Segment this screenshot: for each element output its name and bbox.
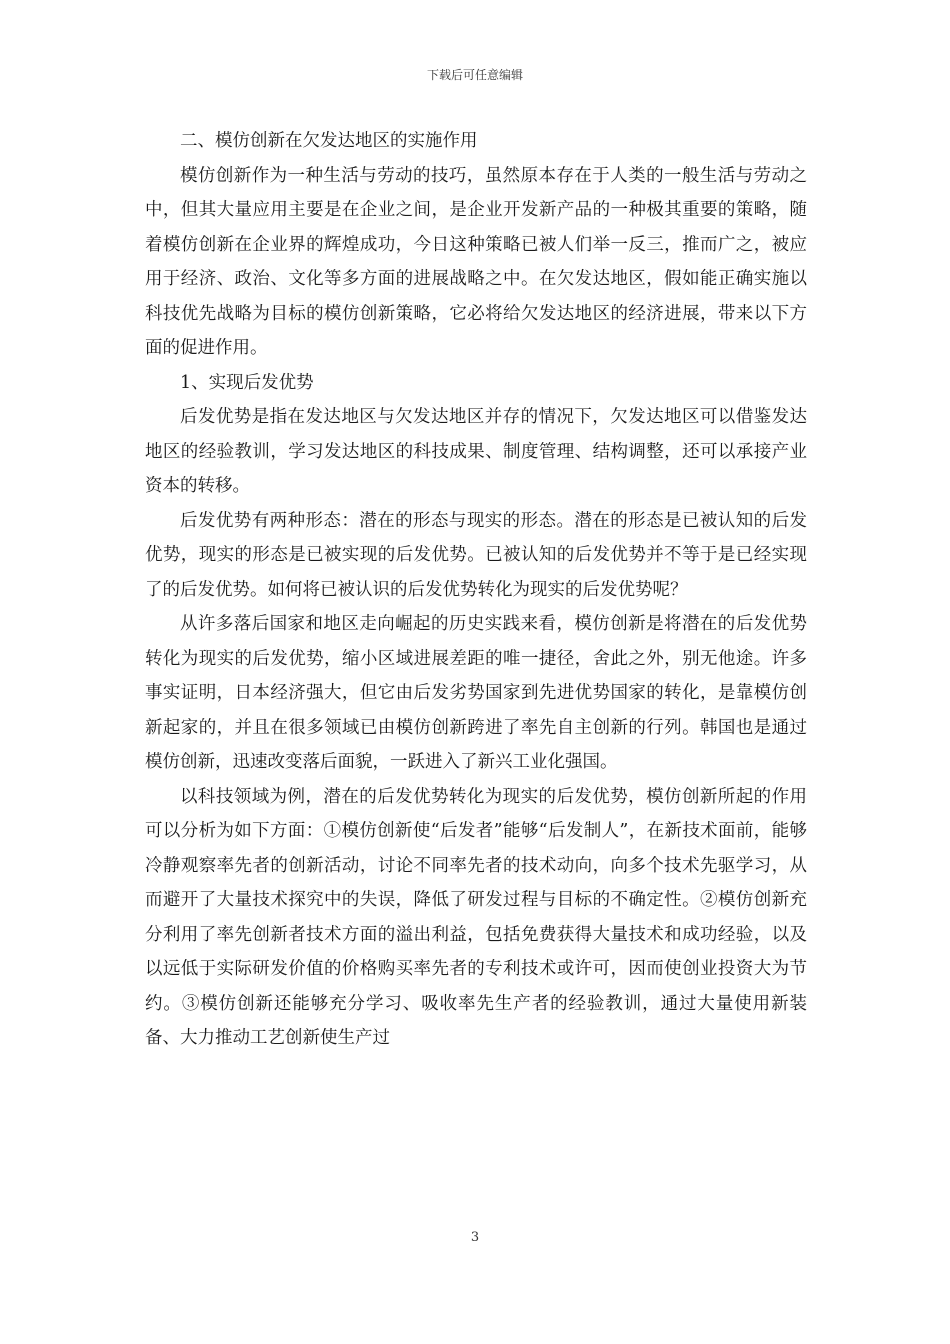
paragraph-1: 模仿创新作为一种生活与劳动的技巧，虽然原本存在于人类的一般生活与劳动之中，但其大量应用主要是在企业之间，是企业开发新产品的一种极其重要的策略，随着模仿创新在企业界的辉煌成功，今日这种策略已被人们举一反三，推而广之，被应用于经济、政治、文化等多方面的进展战略之中。在欠发达地区，假如能正确实施以科技优先战略为目标的模仿创新策略，它必将给欠发达地区的经济进展，带来以下方面的促进作用。 bbox=[145, 165, 807, 358]
document-body bbox=[145, 124, 807, 1056]
paragraph-4: 从许多落后国家和地区走向崛起的历史实践来看，模仿创新是将潜在的后发优势转化为现实的后发优势，缩小区域进展差距的唯一捷径，舍此之外，别无他途。许多事实证明，日本经济强大，但它由后发劣势国家到先进优势国家的转化，是靠模仿创新起家的，并且在很多领域已由模仿创新跨进了率先自主创新的行列。韩国也是通过模仿创新，迅速改变落后面貌，一跃进入了新兴工业化强国。 bbox=[145, 614, 807, 772]
paragraph-2: 后发优势是指在发达地区与欠发达地区并存的情况下，欠发达地区可以借鉴发达地区的经验教训，学习发达地区的科技成果、制度管理、结构调整，还可以承接产业资本的转移。 bbox=[145, 407, 807, 496]
sub-heading: 1、实现后发优势 bbox=[180, 372, 314, 393]
header-note: 下载后可任意编辑 bbox=[426, 68, 523, 82]
page-number: 3 bbox=[470, 1230, 480, 1245]
paragraph-3: 后发优势有两种形态：潜在的形态与现实的形态。潜在的形态是已被认知的后发优势，现实的形态是已被实现的后发优势。已被认知的后发优势并不等于是已经实现了的后发优势。如何将已被认识的后发优势转化为现实的后发优势呢？ bbox=[145, 510, 807, 600]
section-heading: 二、模仿创新在欠发达地区的实施作用 bbox=[180, 131, 478, 151]
paragraph-5: 以科技领域为例，潜在的后发优势转化为现实的后发优势，模仿创新所起的作用可以分析为如下方面：①模仿创新使“后发者”能够“后发制人”，在新技术面前，能够冷静观察率先者的创新活动，讨论不同率先者的技术动向，向多个技术先驱学习，从而避开了大量技术探究中的失误，降低了研发过程与目标的不确定性。②模仿创新充分利用了率先创新者技术方面的溢出利益，包括免费获得大量技术和成功经验，以及以远低于实际研发价值的价格购买率先者的专利技术或许可，因而使创业投资大为节约。③模仿创新还能够充分学习、吸收率先生产者的经验教训，通过大量使用新装备、大力推动工艺创新使生产过 bbox=[145, 786, 807, 1048]
